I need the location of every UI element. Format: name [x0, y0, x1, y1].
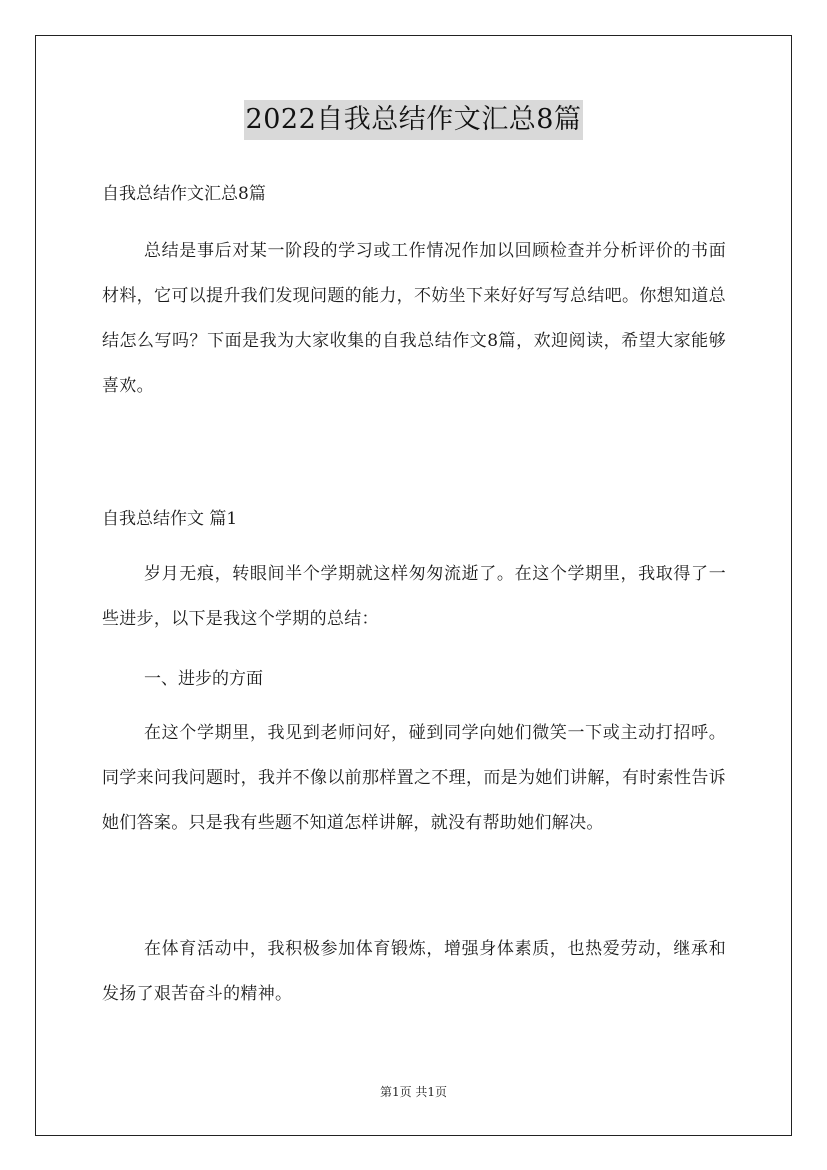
section-paragraph-3: 在体育活动中，我积极参加体育锻炼，增强身体素质，也热爱劳动，继承和发扬了艰苦奋斗的精神。 [102, 939, 726, 1004]
list-heading: 一、进步的方面 [144, 669, 263, 689]
intro-paragraph: 总结是事后对某一阶段的学习或工作情况作加以回顾检查并分析评价的书面材料，它可以提升我们发现问题的能力，不妨坐下来好好写写总结吧。你想知道总结怎么写吗？下面是我为大家收集的自我总结作文8篇，欢迎阅读，希望大家能够喜欢。 [102, 241, 726, 396]
section-heading: 自我总结作文 篇1 [102, 509, 238, 529]
section-paragraph-2: 在这个学期里，我见到老师问好，碰到同学向她们微笑一下或主动打招呼。同学来问我问题时，我并不像以前那样置之不理，而是为她们讲解，有时索性告诉她们答案。只是我有些题不知道怎样讲解，就没有帮助她们解决。 [102, 723, 726, 833]
section-paragraph-1: 岁月无痕，转眼间半个学期就这样匆匆流逝了。在这个学期里，我取得了一些进步，以下是我这个学期的总结： [102, 564, 726, 629]
page-number-footer: 第1页 共1页 [379, 1085, 448, 1099]
document-subtitle: 自我总结作文汇总8篇 [102, 184, 266, 204]
title-container [0, 100, 827, 140]
document-title: 2022自我总结作文汇总8篇 [244, 100, 584, 140]
